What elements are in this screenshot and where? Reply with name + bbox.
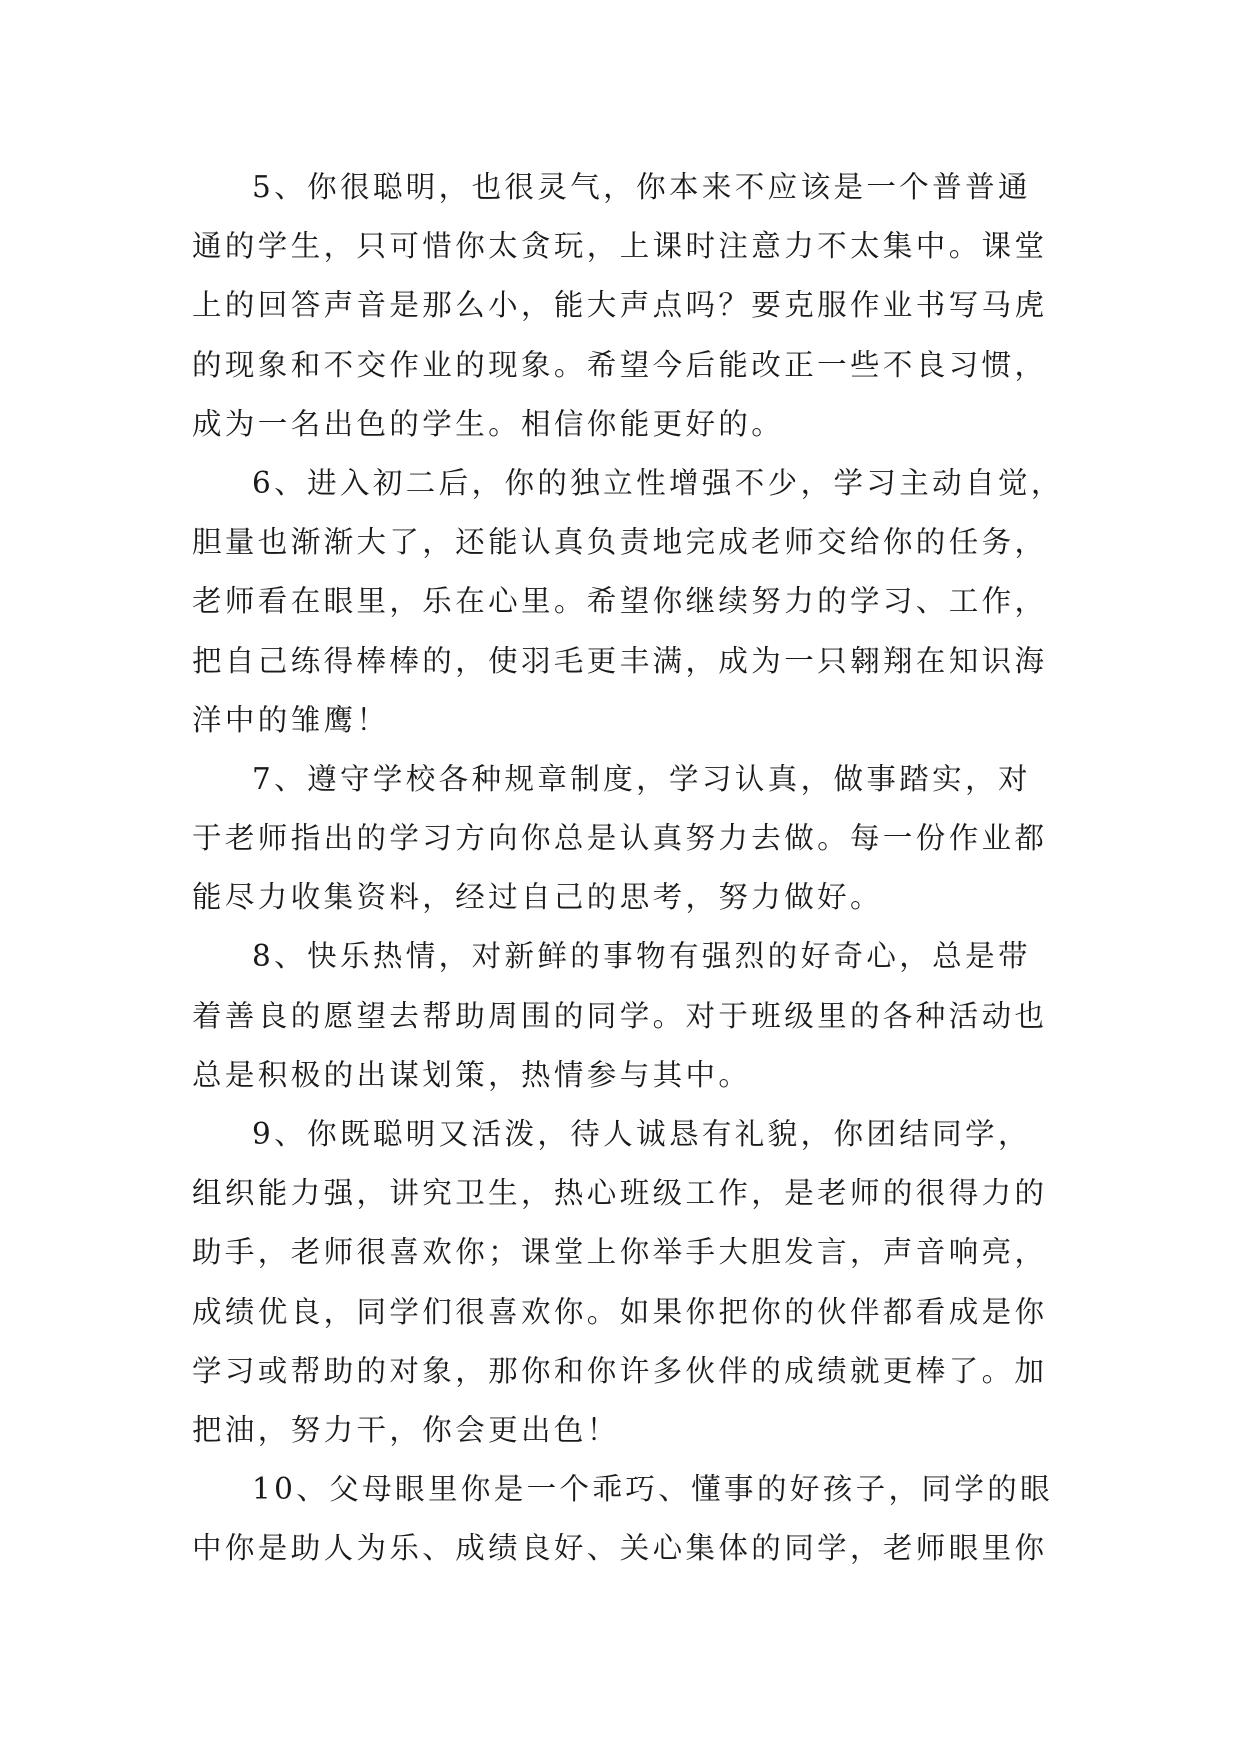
paragraph-line: 把油，努力干，你会更出色！ <box>192 1412 620 1447</box>
paragraph-line: 老师看在眼里，乐在心里。希望你继续努力的学习、工作， <box>192 584 1048 619</box>
paragraph-line: 于老师指出的学习方向你总是认真努力去做。每一份作业都 <box>192 821 1048 856</box>
paragraph-line: 成绩优良，同学们很喜欢你。如果你把你的伙伴都看成是你 <box>192 1294 1048 1329</box>
paragraph-line: 中你是助人为乐、成绩良好、关心集体的同学，老师眼里你 <box>192 1531 1048 1566</box>
paragraph-line: 组织能力强，讲究卫生，热心班级工作，是老师的很得力的 <box>192 1176 1048 1211</box>
paragraph-first-line: 6、进入初二后，你的独立性增强不少，学习主动自觉， <box>252 465 1064 500</box>
paragraph-line: 学习或帮助的对象，那你和你许多伙伴的成绩就更棒了。加 <box>192 1353 1048 1388</box>
paragraph-line: 能尽力收集资料，经过自己的思考，努力做好。 <box>192 880 883 915</box>
paragraph-line: 通的学生，只可惜你太贪玩，上课时注意力不太集中。课堂 <box>192 229 1048 264</box>
paragraph-line: 的现象和不交作业的现象。希望今后能改正一些不良习惯， <box>192 347 1048 382</box>
paragraph-line: 上的回答声音是那么小，能大声点吗？要克服作业书写马虎 <box>192 288 1048 323</box>
paragraph-first-line: 10、父母眼里你是一个乖巧、懂事的好孩子，同学的眼 <box>252 1472 1054 1507</box>
paragraph-first-line: 9、你既聪明又活泼，待人诚恳有礼貌，你团结同学， <box>252 1117 1031 1151</box>
paragraph-line: 成为一名出色的学生。相信你能更好的。 <box>192 406 785 441</box>
paragraph-line: 把自己练得棒棒的，使羽毛更丰满，成为一只翱翔在知识海 <box>192 643 1048 678</box>
paragraph-line: 总是积极的出谋划策，热情参与其中。 <box>192 1057 752 1092</box>
paragraph-line: 助手，老师很喜欢你；课堂上你举手大胆发言，声音响亮， <box>192 1235 1048 1270</box>
paragraph-first-line: 8、快乐热情，对新鲜的事物有强烈的好奇心，总是带 <box>252 939 1031 974</box>
document-body <box>192 158 1064 1579</box>
paragraph-line: 胆量也渐渐大了，还能认真负责地完成老师交给你的任务， <box>192 525 1048 560</box>
paragraph-line: 洋中的雏鹰！ <box>192 702 390 737</box>
paragraph-first-line: 5、你很聪明，也很灵气，你本来不应该是一个普普通 <box>252 170 1031 204</box>
paragraph-line: 着善良的愿望去帮助周围的同学。对于班级里的各种活动也 <box>192 998 1048 1033</box>
paragraph-first-line: 7、遵守学校各种规章制度，学习认真，做事踏实，对 <box>252 761 1031 796</box>
